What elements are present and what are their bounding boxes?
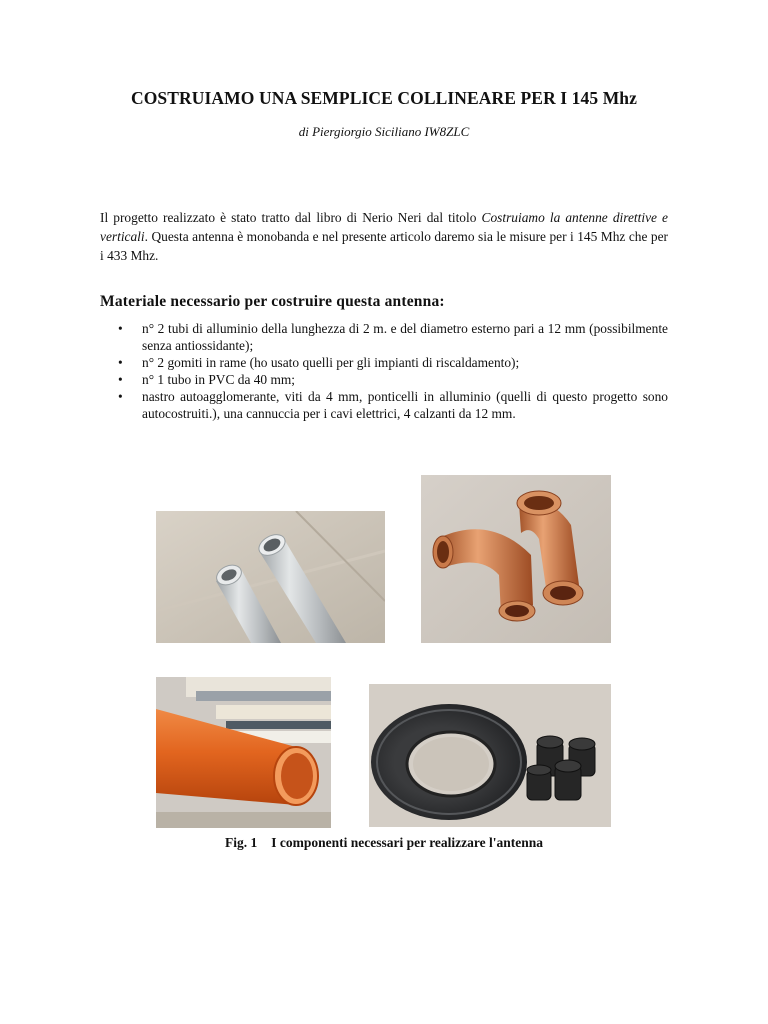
section-heading: Materiale necessario per costruire questa antenna: [100,293,445,310]
list-item [100,320,668,354]
page-title: COSTRUIAMO UNA SEMPLICE COLLINEARE PER I 145 Mhz [130,88,638,108]
byline: di Piergiorgio Siciliano IW8ZLC [298,124,470,139]
photo-copper-elbows [421,475,611,643]
photo-aluminium-tubes [156,511,385,643]
book-title: Costruiamo la antenne direttive e verticali [100,210,668,244]
list-item-text: n° 1 tubo in PVC da 40 mm; [142,372,296,387]
photo-tape-and-caps [369,684,611,827]
figure-caption-text: I componenti necessari per realizzare l'antenna [271,835,544,850]
materials-list [100,320,668,422]
photo-pvc-pipe [156,677,331,828]
intro-text-2: . Questa antenna è monobanda e nel presente articolo daremo sia le misure per i 145 Mhz che per i 433 Mhz. [100,229,668,263]
list-item-text: nastro autoagglomerante, viti da 4 mm, ponticelli in alluminio (quelli di questo progetto sono autocostruiti.), una cannuccia per i cavi elettrici, 4 calzanti da 12 mm. [142,389,668,421]
intro-text-1: Il progetto realizzato è stato tratto dal libro di Nerio Neri dal titolo [100,210,482,225]
list-item [100,388,668,422]
list-item-text: n° 2 tubi di alluminio della lunghezza di 2 m. e del diametro esterno pari a 12 mm (possibilmente senza antiossidante); [142,321,668,353]
bullet: • [118,355,123,370]
list-item [100,354,668,371]
figure-label: Fig. 1 [224,835,258,850]
bullet: • [118,389,123,404]
list-item-text: n° 2 gomiti in rame (ho usato quelli per gli impianti di riscaldamento); [142,355,520,370]
list-item [100,371,668,388]
bullet: • [118,321,123,336]
intro-paragraph [100,208,668,265]
bullet: • [118,372,123,387]
figure-caption [0,835,768,851]
